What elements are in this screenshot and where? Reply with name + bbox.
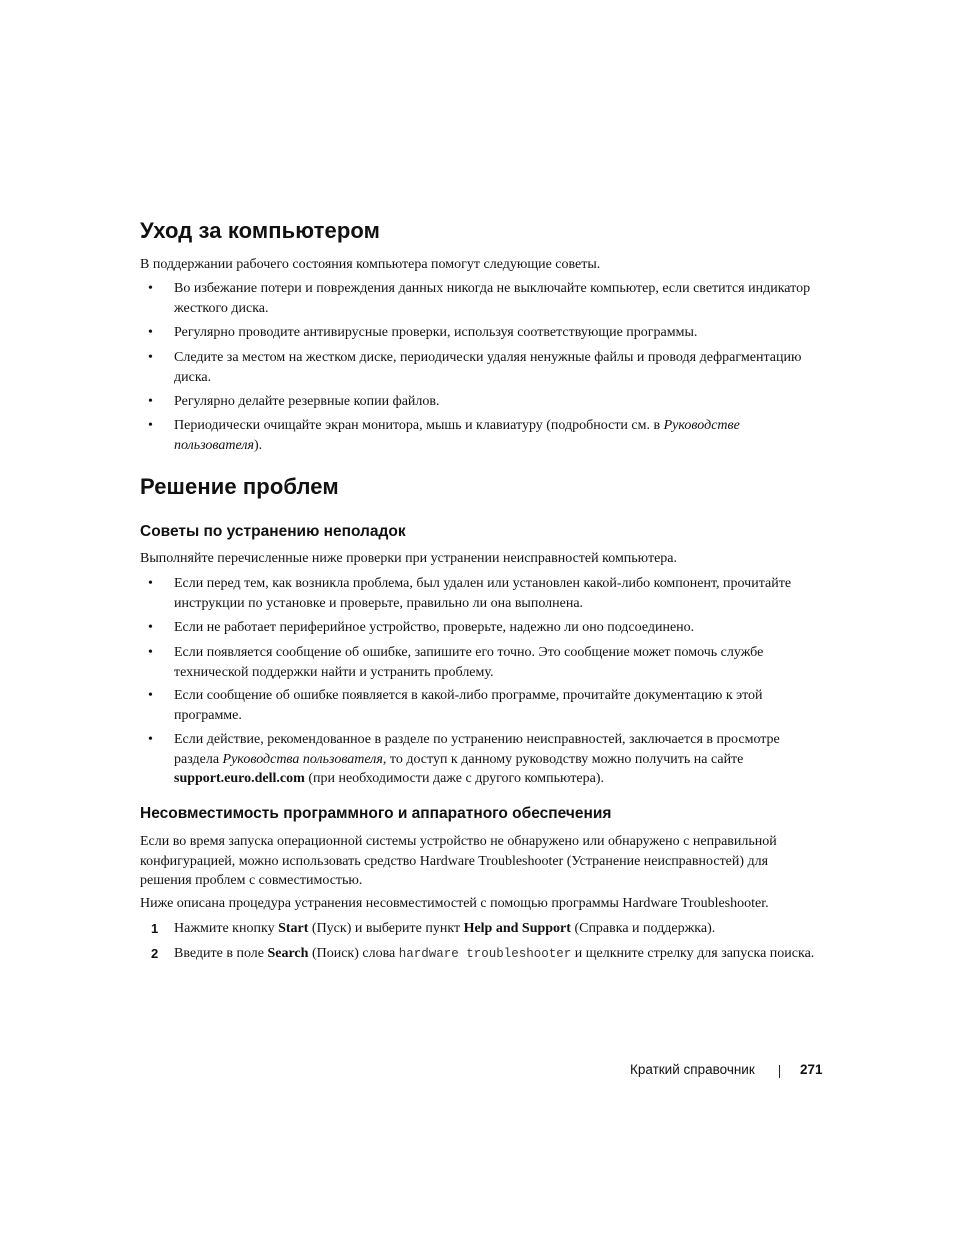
paragraph: Если во время запуска операционной системы устройство не обнаружено или обнаружено с неправильной конфигурацией, можно использовать средство Hardware Troubleshooter (Устранение неисправностей) для решения проблем с совместимостью. bbox=[140, 834, 777, 888]
text-run: Если действие, рекомендованное в разделе по устранению неисправностей, заключается в просмотре раздела bbox=[174, 732, 780, 767]
text-run: ). bbox=[253, 437, 263, 453]
list-item-text: Если не работает периферийное устройство, проверьте, надежно ли оно подсоединено. bbox=[174, 620, 695, 635]
list-item-text: Если появляется сообщение об ошибке, запишите его точно. Это сообщение может помочь службе технической поддержки найти и устранить проблему. bbox=[174, 645, 764, 680]
list-item-text: Регулярно проводите антивирусные проверки, используя соответствующие программы. bbox=[174, 325, 698, 340]
text-run: и щелкните стрелку для запуска поиска. bbox=[571, 946, 815, 961]
step-text bbox=[174, 944, 820, 965]
list-item-text: Во избежание потери и повреждения данных никогда не выключайте компьютер, если светится индикатор жесткого диска. bbox=[174, 281, 811, 316]
step-text bbox=[174, 919, 820, 939]
text-run: (Справка и поддержка). bbox=[570, 921, 716, 936]
italic-ref: Руководства пользователя bbox=[222, 751, 383, 767]
list-item-text: Если сообщение об ошибке появляется в какой-либо программе, прочитайте документацию к этой программе. bbox=[174, 688, 763, 723]
bullet-marker: • bbox=[148, 281, 153, 296]
text-run: (Пуск) и выберите пункт bbox=[308, 921, 464, 936]
code-term: hardware troubleshooter bbox=[398, 947, 572, 961]
list-item bbox=[148, 618, 820, 638]
text-run: , то доступ к данному руководству можно получить на сайте bbox=[382, 751, 744, 767]
section-title-care: Уход за компьютером bbox=[140, 218, 381, 243]
text-run: (при необходимости даже с другого компьютера). bbox=[304, 771, 604, 786]
text-run: Периодически очищайте экран монитора, мышь и клавиатуру (подробности см. в bbox=[174, 418, 664, 433]
text-run: Нажмите кнопку bbox=[174, 921, 279, 936]
section-title-troubleshooting: Решение проблем bbox=[140, 474, 339, 499]
footer-label: Краткий справочник bbox=[630, 1062, 755, 1077]
list-item bbox=[148, 574, 820, 613]
list-item bbox=[148, 643, 820, 682]
section-intro: В поддержании рабочего состояния компьютера помогут следующие советы. bbox=[140, 257, 601, 272]
list-item bbox=[148, 686, 820, 725]
list-item-text: Регулярно делайте резервные копии файлов. bbox=[174, 394, 440, 409]
bullet-marker: • bbox=[148, 394, 153, 409]
bullet-marker: • bbox=[148, 350, 153, 365]
bullet-marker: • bbox=[148, 732, 153, 747]
list-item bbox=[148, 323, 820, 343]
bullet-marker: • bbox=[148, 418, 153, 433]
subsection-intro: Выполняйте перечисленные ниже проверки при устранении неисправностей компьютера. bbox=[140, 551, 678, 566]
step-number: 2 bbox=[151, 946, 159, 961]
list-item bbox=[148, 730, 820, 789]
subsection-title-compatibility: Несовместимость программного и аппаратного обеспечения bbox=[140, 805, 612, 822]
list-item bbox=[148, 416, 820, 455]
ui-term: Search bbox=[267, 946, 309, 961]
list-item-text: Если перед тем, как возникла проблема, был удален или установлен какой-либо компонент, прочитайте инструкции по установке и проверьте, правильно ли она выполнена. bbox=[174, 576, 792, 611]
list-item bbox=[148, 279, 820, 318]
text-run: Введите в поле bbox=[174, 946, 268, 961]
italic-ref: Руководстве пользователя bbox=[174, 418, 740, 453]
ui-term: Start bbox=[278, 921, 309, 936]
bullet-marker: • bbox=[148, 325, 153, 340]
list-item-text: Следите за местом на жестком диске, периодически удаляя ненужные файлы и проводя дефрагментацию диска. bbox=[174, 350, 802, 385]
bullet-marker: • bbox=[148, 576, 153, 591]
footer-separator bbox=[779, 1065, 780, 1078]
list-item-text bbox=[174, 730, 820, 789]
page-footer bbox=[630, 1062, 823, 1077]
numbered-step bbox=[148, 944, 820, 965]
page-number: 271 bbox=[800, 1062, 823, 1077]
list-item bbox=[148, 348, 820, 387]
ui-term: Help and Support bbox=[463, 921, 571, 936]
list-item-text bbox=[174, 416, 820, 455]
bullet-marker: • bbox=[148, 620, 153, 635]
step-number: 1 bbox=[151, 921, 159, 936]
support-link[interactable]: support.euro.dell.com bbox=[174, 771, 305, 786]
subsection-title-tips: Советы по устранению неполадок bbox=[140, 523, 406, 540]
list-item bbox=[148, 392, 820, 412]
text-run: (Поиск) слова bbox=[308, 946, 399, 961]
numbered-step bbox=[148, 919, 820, 939]
paragraph: Ниже описана процедура устранения несовместимостей с помощью программы Hardware Troubleshooter. bbox=[140, 896, 769, 911]
bullet-marker: • bbox=[148, 645, 153, 660]
bullet-marker: • bbox=[148, 688, 153, 703]
